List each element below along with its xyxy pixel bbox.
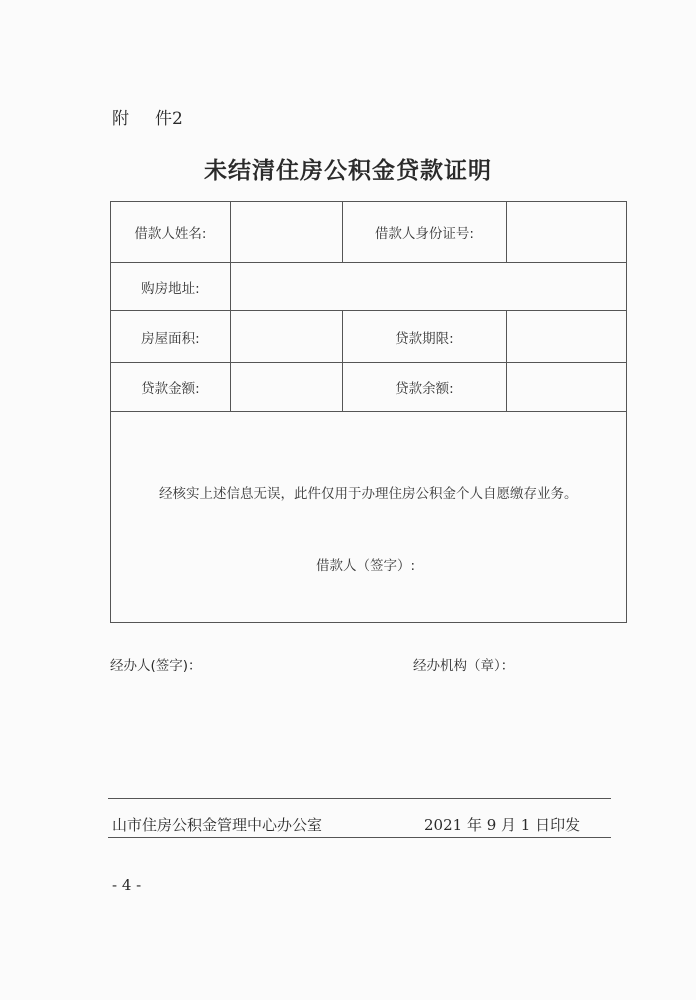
attachment-label xyxy=(112,104,183,129)
address-field[interactable] xyxy=(230,263,626,311)
address-label: 购房地址: xyxy=(111,263,231,311)
borrower-name-label: 借款人姓名: xyxy=(111,202,231,263)
loan-certificate-form xyxy=(110,201,627,623)
borrower-id-field[interactable] xyxy=(507,202,627,263)
issuing-office: 山市住房公积金管理中心办公室 xyxy=(112,816,323,834)
attachment-number: 件2 xyxy=(155,109,183,129)
amount-label: 贷款金额: xyxy=(111,363,231,412)
term-field[interactable] xyxy=(507,311,627,363)
page-number: - 4 - xyxy=(112,876,142,894)
issue-date: 2021 年 9 月 1 日印发 xyxy=(424,816,581,834)
borrower-signature-label: 借款人（签字）: xyxy=(316,558,416,574)
document-title: 未结清住房公积金贷款证明 xyxy=(204,157,492,184)
term-label: 贷款期限: xyxy=(342,311,507,363)
statement-cell xyxy=(111,412,627,623)
area-label: 房屋面积: xyxy=(111,311,231,363)
statement-text: 经核实上述信息无误，此件仅用于办理住房公积金个人自愿缴存业务。 xyxy=(159,486,578,502)
area-field[interactable] xyxy=(230,311,342,363)
balance-field[interactable] xyxy=(507,363,627,412)
borrower-id-label: 借款人身份证号: xyxy=(342,202,507,263)
top-rule xyxy=(108,798,611,799)
borrower-name-field[interactable] xyxy=(230,202,342,263)
agency-seal-label: 经办机构（章）： xyxy=(413,658,515,674)
handler-signature-label: 经办人(签字)： xyxy=(110,658,202,674)
attachment-prefix: 附 xyxy=(112,109,129,129)
bottom-rule xyxy=(108,837,611,838)
balance-label: 贷款余额: xyxy=(342,363,507,412)
amount-field[interactable] xyxy=(230,363,342,412)
